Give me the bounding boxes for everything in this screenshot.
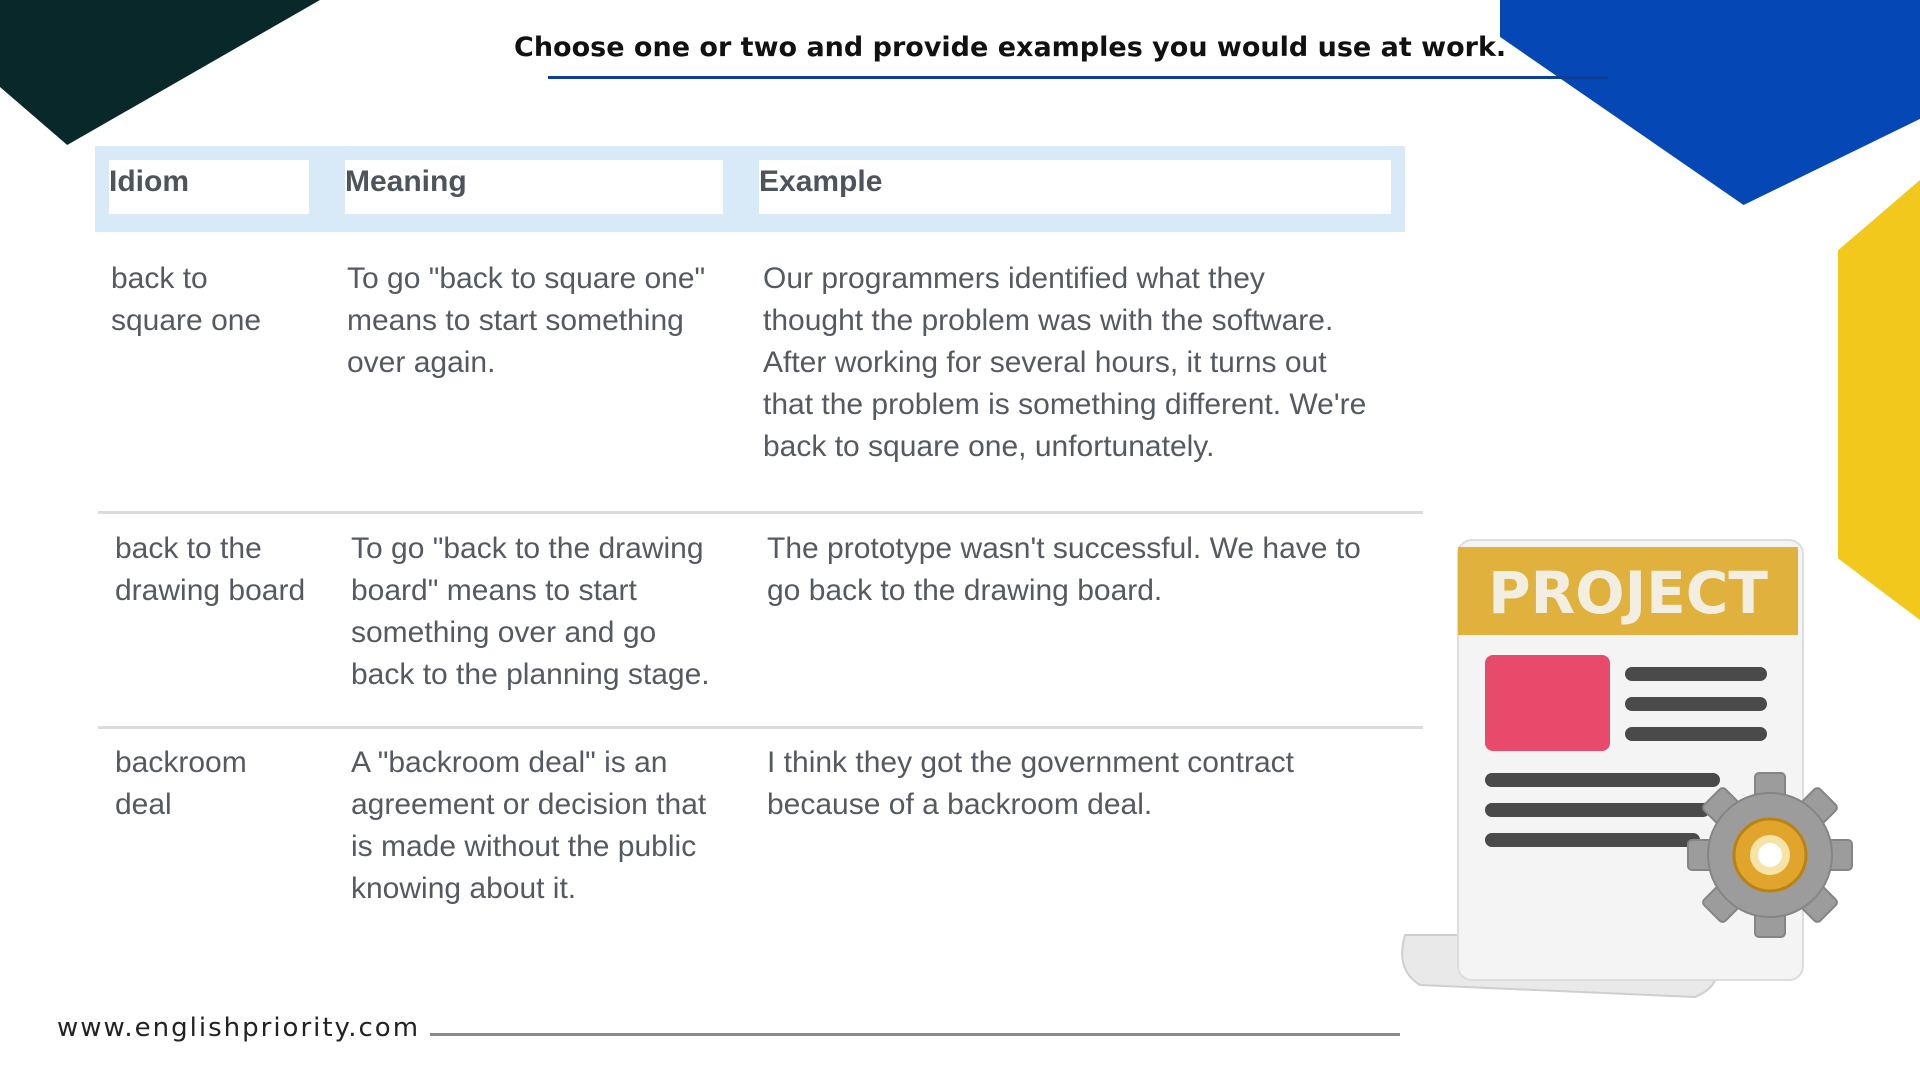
idiom-cell: back to the drawing board xyxy=(115,532,306,607)
meaning-cell: To go "back to square one" means to start something over again. xyxy=(347,262,706,379)
example-cell: Our programmers identified what they thought the problem was with the software. After working for several hours, it turns out that the problem is something different. We're back to square one, unfortunately. xyxy=(763,262,1367,463)
meaning-cell: To go "back to the drawing board" means to start something over and go back to the planning stage. xyxy=(351,532,710,691)
row-divider xyxy=(98,726,1423,729)
corner-decoration-dark xyxy=(0,0,320,145)
idioms-table xyxy=(95,146,1425,905)
row-divider xyxy=(98,511,1423,514)
footer-divider xyxy=(430,1033,1400,1036)
corner-decoration-blue xyxy=(1500,0,1920,205)
idiom-cell: back to square one xyxy=(111,262,262,337)
project-label: PROJECT xyxy=(1488,559,1768,627)
meaning-cell: A "backroom deal" is an agreement or decision that is made without the public knowing about it. xyxy=(351,746,707,905)
header-example: Example xyxy=(759,160,1391,214)
slide-title: Choose one or two and provide examples you would use at work. xyxy=(514,32,1507,63)
header-idiom: Idiom xyxy=(109,160,309,214)
table-header xyxy=(95,146,1405,232)
title-underline xyxy=(548,76,1608,79)
header-meaning: Meaning xyxy=(345,160,723,214)
project-document-icon xyxy=(1395,535,1895,1005)
footer-website: www.englishpriority.com xyxy=(57,1013,421,1043)
example-cell: The prototype wasn't successful. We have to go back to the drawing board. xyxy=(767,532,1361,607)
gear-icon xyxy=(1688,773,1852,937)
example-cell: I think they got the government contract because of a backroom deal. xyxy=(767,746,1294,821)
idiom-cell: backroom deal xyxy=(115,746,247,821)
